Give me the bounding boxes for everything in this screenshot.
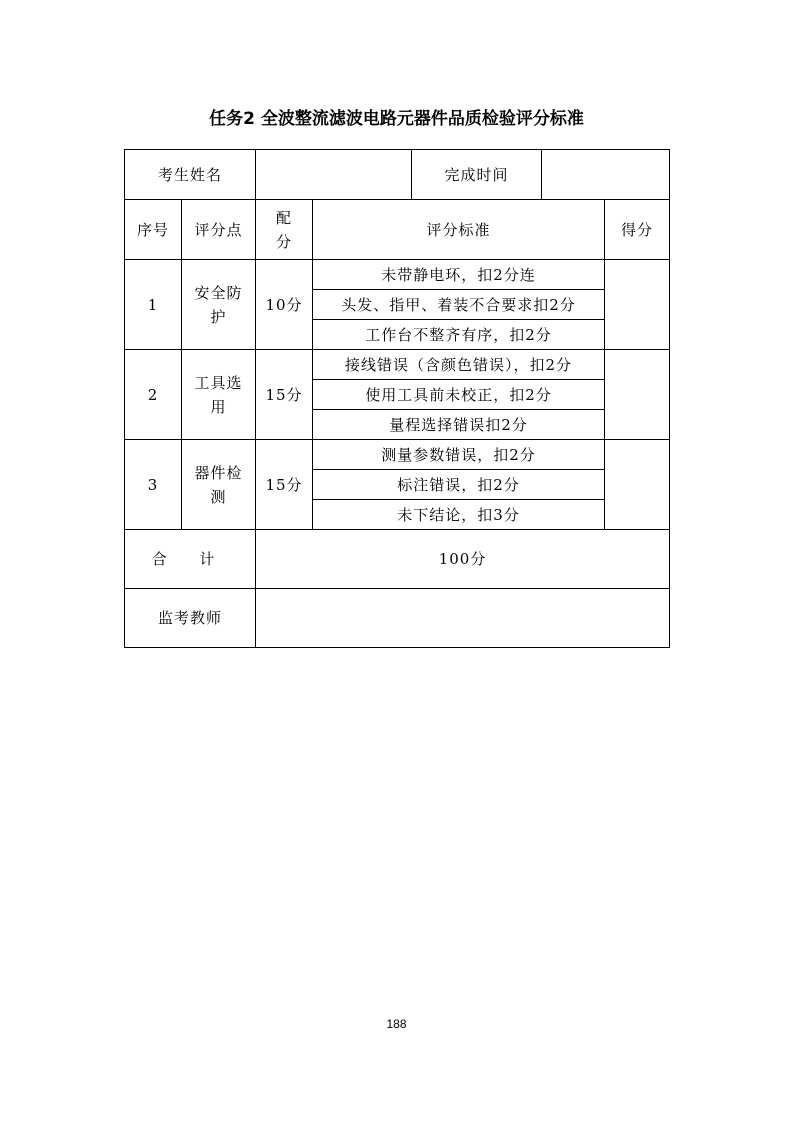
name-value — [256, 150, 412, 200]
criterion: 头发、指甲、着装不合要求扣2分 — [313, 290, 605, 320]
header-score: 得分 — [605, 200, 670, 260]
total-row — [125, 530, 670, 589]
table-row — [125, 350, 670, 380]
criterion: 接线错误（含颜色错误），扣2分 — [313, 350, 605, 380]
section-point: 工具选用 — [182, 350, 256, 440]
section-seq: 3 — [125, 440, 182, 530]
criterion: 使用工具前未校正，扣2分 — [313, 380, 605, 410]
section-seq: 2 — [125, 350, 182, 440]
examiner-label: 监考教师 — [125, 589, 256, 648]
time-label: 完成时间 — [412, 150, 542, 200]
total-value: 100分 — [256, 530, 670, 589]
criterion: 标注错误，扣2分 — [313, 470, 605, 500]
examiner-value — [256, 589, 670, 648]
name-label: 考生姓名 — [125, 150, 256, 200]
time-value — [542, 150, 670, 200]
document-title: 任务2 全波整流滤波电路元器件品质检验评分标准 — [209, 109, 584, 129]
section-point: 安全防护 — [182, 260, 256, 350]
table-row — [125, 260, 670, 290]
section-alloc: 10分 — [256, 260, 313, 350]
section-score — [605, 440, 670, 530]
header-row — [125, 200, 670, 260]
section-score — [605, 260, 670, 350]
examiner-row — [125, 589, 670, 648]
section-alloc: 15分 — [256, 440, 313, 530]
section-point: 器件检测 — [182, 440, 256, 530]
header-alloc: 配分 — [256, 200, 313, 260]
criterion: 未下结论，扣3分 — [313, 500, 605, 530]
criterion: 测量参数错误，扣2分 — [313, 440, 605, 470]
header-seq: 序号 — [125, 200, 182, 260]
total-label: 合 计 — [125, 530, 256, 589]
criterion: 未带静电环，扣2分连 — [313, 260, 605, 290]
criterion: 量程选择错误扣2分 — [313, 410, 605, 440]
section-seq: 1 — [125, 260, 182, 350]
scoring-table — [124, 149, 670, 648]
criterion: 工作台不整齐有序，扣2分 — [313, 320, 605, 350]
header-standard: 评分标准 — [313, 200, 605, 260]
page-number: 188 — [386, 1017, 407, 1031]
header-point: 评分点 — [182, 200, 256, 260]
section-alloc: 15分 — [256, 350, 313, 440]
info-row — [125, 150, 670, 200]
table-row — [125, 440, 670, 470]
section-score — [605, 350, 670, 440]
